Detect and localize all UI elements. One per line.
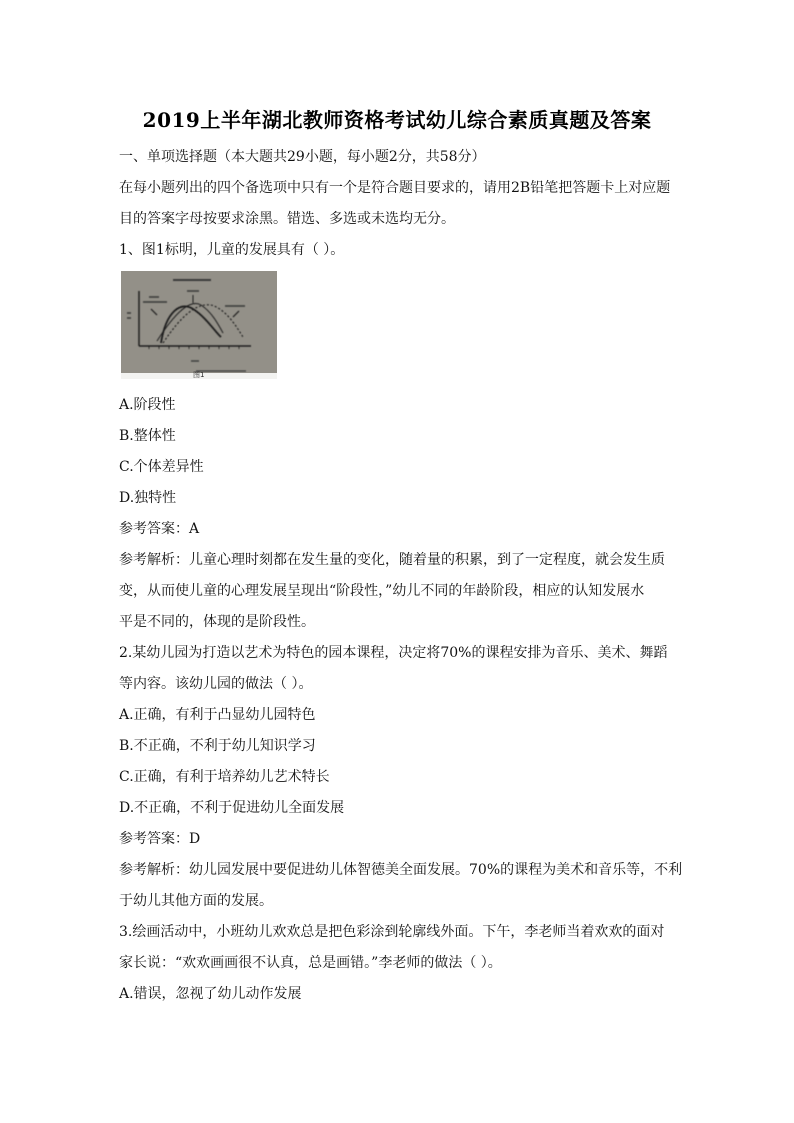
question-stem: 3.绘画活动中，小班幼儿欢欢总是把色彩涂到轮廓线外面。下午，李老师当着欢欢的面对 (119, 924, 665, 940)
analysis-line: 参考解析：儿童心理时刻都在发生量的变化，随着量的积累，到了一定程度，就会发生质 (119, 552, 665, 568)
option-d: D.独特性 (119, 490, 177, 506)
section-heading: 一、单项选择题（本大题共29小题，每小题2分，共58分） (119, 149, 486, 165)
option-a: A.阶段性 (119, 397, 176, 413)
question-stem: 等内容。该幼儿园的做法（ ）。 (119, 676, 313, 692)
figure-1-image (121, 271, 277, 379)
option-a: A.正确，有利于凸显幼儿园特色 (119, 707, 316, 723)
option-d: D.不正确，不利于促进幼儿全面发展 (119, 800, 345, 816)
analysis-line: 参考解析：幼儿园发展中要促进幼儿体智德美全面发展。70%的课程为美术和音乐等，不利 (119, 862, 683, 878)
option-c: C.个体差异性 (119, 459, 204, 475)
reference-answer: 参考答案：A (119, 521, 200, 537)
question-stem: 2.某幼儿园为打造以艺术为特色的园本课程，决定将70%的课程安排为音乐、美术、舞蹈 (119, 645, 668, 661)
option-c: C.正确，有利于培养幼儿艺术特长 (119, 769, 330, 785)
reference-answer: 参考答案：D (119, 831, 201, 847)
analysis-line: 平是不同的，体现的是阶段性。 (119, 614, 315, 630)
question-stem: 1、图1标明，儿童的发展具有（ ）。 (119, 242, 345, 258)
document-title: 2019上半年湖北教师资格考试幼儿综合素质真题及答案 (142, 108, 652, 132)
analysis-line: 变，从而使儿童的心理发展呈现出“阶段性，”幼儿不同的年龄阶段，相应的认知发展水 (119, 583, 645, 599)
development-curve-chart (121, 271, 277, 379)
option-b: B.整体性 (119, 428, 176, 444)
option-b: B.不正确，不利于幼儿知识学习 (119, 738, 316, 754)
figure-caption: 图1 (193, 371, 205, 379)
option-a: A.错误，忽视了幼儿动作发展 (119, 986, 302, 1002)
instructions-line: 目的答案字母按要求涂黑。错选、多选或未选均无分。 (119, 211, 455, 227)
analysis-line: 于幼儿其他方面的发展。 (119, 893, 273, 909)
instructions-line: 在每小题列出的四个备选项中只有一个是符合题目要求的，请用2B铅笔把答题卡上对应题 (119, 180, 671, 196)
question-stem: 家长说：“欢欢画画很不认真，总是画错。”李老师的做法（ ）。 (119, 955, 502, 971)
